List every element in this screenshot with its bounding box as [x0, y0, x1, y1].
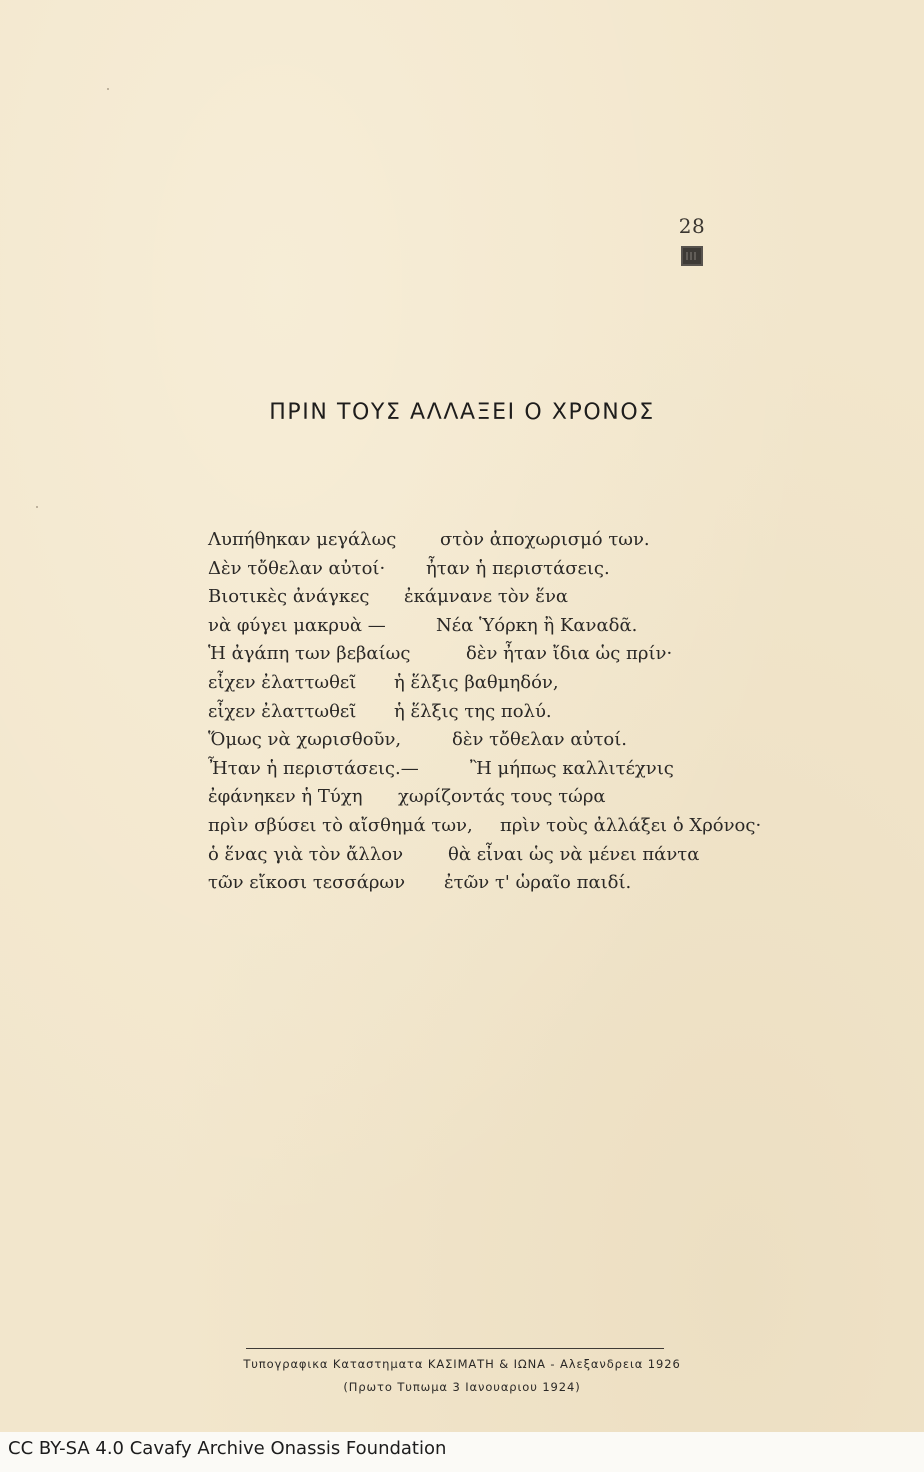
poem-line-first-half: εἶχεν ἐλαττωθεῖ	[208, 700, 357, 722]
poem-line-second-half: Ἢ μήπως καλλιτέχνις	[470, 757, 674, 779]
poem-line-first-half: Δὲν τὄθελαν αὐτοί·	[208, 557, 386, 579]
poem-line-second-half: δὲν ἦταν ἴδια ὡς πρίν·	[466, 643, 673, 665]
poem-line-first-half: πρὶν σβύσει τὸ αἴσθημά των,	[208, 814, 473, 836]
poem-line-second-half: πρὶν τοὺς ἀλλάξει ὁ Χρόνος·	[500, 814, 762, 836]
poem-line	[208, 583, 748, 612]
poem-line	[208, 869, 748, 898]
poem-line-second-half: ἐτῶν τ' ὡραῖο παιδί.	[444, 872, 632, 894]
poem-line	[208, 526, 748, 555]
poem-line	[208, 841, 748, 870]
paper-speck	[36, 506, 38, 508]
poem-line-first-half: ὁ ἕνας γιὰ τὸν ἄλλον	[208, 843, 404, 865]
poem-line-first-half: ἐφάνηκεν ἡ Τύχη	[208, 786, 363, 808]
poem-line-first-half: εἶχεν ἐλαττωθεῖ	[208, 671, 357, 693]
footer-rule	[246, 1348, 664, 1349]
poem-line-second-half: ἐκάμνανε τὸν ἕνα	[404, 586, 569, 608]
poem-line-second-half: δὲν τὄθελαν αὐτοί.	[452, 729, 628, 751]
poem-line	[208, 555, 748, 584]
poem-line	[208, 783, 748, 812]
printer-imprint: Τυπογραφικα Καταστηματα ΚΑΣΙΜΑΤΗ & ΙΩΝΑ - Αλεξανδρεια 1926	[243, 1357, 681, 1371]
poem-line	[208, 669, 748, 698]
poem-line-second-half: στὸν ἀποχωρισμό των.	[440, 529, 650, 550]
poem-line-second-half: ἡ ἕλξις της πολύ.	[394, 700, 552, 722]
poem-line-second-half: ἦταν ἡ περιστάσεις.	[426, 557, 610, 579]
paper-speck	[107, 88, 109, 90]
poem-title: ΠΡΙΝ ΤΟΥΣ ΑΛΛΑΞΕΙ Ο ΧΡΟΝΟΣ	[269, 400, 655, 425]
poem-line	[208, 612, 748, 641]
archive-stamp-icon	[681, 246, 703, 266]
poem-line-second-half: χωρίζοντάς τους τώρα	[398, 786, 606, 808]
page-number: 28	[678, 214, 706, 238]
poem-line	[208, 726, 748, 755]
poem-line-first-half: τῶν εἴκοσι τεσσάρων	[208, 872, 406, 894]
poem-line	[208, 812, 762, 841]
poem-body	[208, 526, 762, 898]
poem-line-first-half: Ὅμως νὰ χωρισθοῦν,	[208, 729, 402, 751]
first-printing-note: (Πρωτο Τυπωμα 3 Ιανουαριου 1924)	[343, 1380, 581, 1394]
poem-line	[208, 640, 748, 669]
poem-line-first-half: Ἦταν ἡ περιστάσεις.—	[208, 757, 419, 779]
poem-line	[208, 755, 748, 784]
poem-line-second-half: Νέα Ὑόρκη ἢ Καναδᾶ.	[436, 614, 638, 636]
poem-line-first-half: Βιοτικὲς ἀνάγκες	[208, 586, 370, 608]
poem-line-first-half: νὰ φύγει μακρυὰ —	[208, 614, 386, 636]
poem-line	[208, 698, 748, 727]
poem-line-first-half: Ἡ ἀγάπη των βεβαίως	[208, 643, 411, 665]
poem-line-second-half: ἡ ἕλξις βαθμηδόν,	[394, 671, 559, 693]
poem-line-first-half: Λυπήθηκαν μεγάλως	[208, 529, 397, 550]
license-credit: CC BY-SA 4.0 Cavafy Archive Onassis Foundation	[8, 1438, 447, 1459]
poem-line-second-half: θὰ εἶναι ὡς νὰ μένει πάντα	[448, 843, 700, 865]
